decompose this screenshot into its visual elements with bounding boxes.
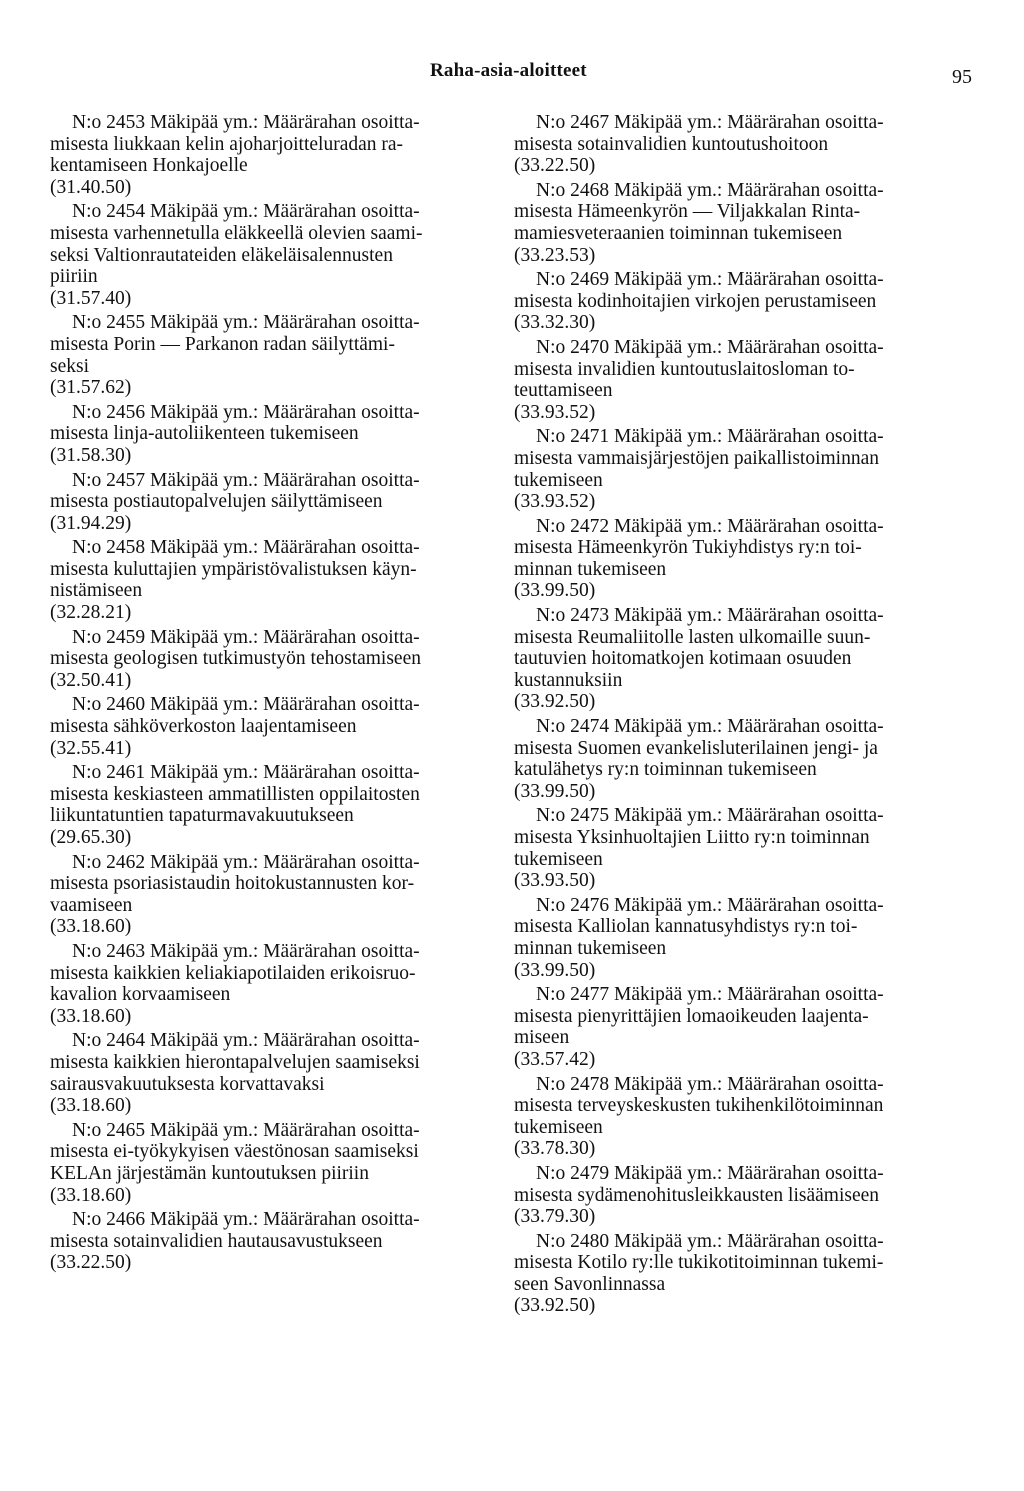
motion-title-line: N:o 2472 Mäkipää ym.: Määrärahan osoitta- — [536, 515, 884, 537]
motion-entry — [50, 112, 500, 198]
motion-entry — [50, 201, 500, 309]
motion-title-line: N:o 2464 Mäkipää ym.: Määrärahan osoitta- — [72, 1030, 420, 1052]
motion-entry — [514, 1074, 966, 1160]
budget-code: (33.23.53) — [514, 244, 596, 266]
motion-entry — [514, 895, 966, 981]
motion-text-line: misesta pienyrittäjien lomaoikeuden laajenta- — [514, 1005, 869, 1027]
motion-title-line: N:o 2477 Mäkipää ym.: Määrärahan osoitta- — [536, 984, 884, 1006]
budget-code: (33.92.50) — [514, 691, 596, 713]
running-title: Raha-asia-aloitteet — [430, 60, 587, 81]
motion-entry — [50, 627, 500, 692]
motion-text-line: tukemiseen — [514, 1116, 603, 1138]
budget-code: (31.57.40) — [50, 287, 132, 309]
budget-code: (33.18.60) — [50, 1095, 132, 1117]
motion-text-line: misesta ei-työkykyisen väestönosan saamiseksi — [50, 1141, 419, 1163]
motion-title-line: N:o 2459 Mäkipää ym.: Määrärahan osoitta- — [72, 626, 420, 648]
motion-title-line: N:o 2469 Mäkipää ym.: Määrärahan osoitta- — [536, 269, 884, 291]
motion-title-line: N:o 2461 Mäkipää ym.: Määrärahan osoitta- — [72, 762, 420, 784]
motion-text-line: misesta sotainvalidien hautausavustukseen — [50, 1230, 383, 1252]
motion-text-line: misesta kaikkien keliakiapotilaiden erikoisruo- — [50, 962, 416, 984]
motion-text-line: miseen — [514, 1027, 570, 1049]
motion-text-line: vaamiseen — [50, 894, 133, 916]
motion-text-line: misesta linja-autoliikenteen tukemiseen — [50, 423, 359, 445]
motion-text-line: misesta kaikkien hierontapalvelujen saamiseksi — [50, 1051, 420, 1073]
motion-entry — [50, 1120, 500, 1206]
motion-text-line: tukemiseen — [514, 848, 603, 870]
motion-text-line: misesta Hämeenkyrön Tukiyhdistys ry:n toi- — [514, 537, 862, 559]
budget-code: (31.58.30) — [50, 444, 132, 466]
motion-entry — [514, 516, 966, 602]
motion-text-line: misesta psoriasistaudin hoitokustannusten kor- — [50, 873, 415, 895]
motion-text-line: minnan tukemiseen — [514, 558, 667, 580]
motion-entry — [514, 605, 966, 713]
motion-entry — [514, 180, 966, 266]
budget-code: (33.93.52) — [514, 491, 596, 513]
motion-text-line: misesta sydämenohitusleikkausten lisäämiseen — [514, 1184, 880, 1206]
motion-entry — [514, 716, 966, 802]
budget-code: (33.18.60) — [50, 1184, 132, 1206]
budget-code: (33.92.50) — [514, 1295, 596, 1317]
budget-code: (33.99.50) — [514, 959, 596, 981]
budget-code: (33.22.50) — [50, 1252, 132, 1274]
motion-entry — [50, 1209, 500, 1274]
motion-text-line: katulähetys ry:n toiminnan tukemiseen — [514, 759, 817, 781]
motion-text-line: misesta kuluttajien ympäristövalistuksen käyn- — [50, 558, 417, 580]
motion-title-line: N:o 2474 Mäkipää ym.: Määrärahan osoitta- — [536, 716, 884, 738]
motion-text-line: misesta Hämeenkyrön — Viljakkalan Rinta- — [514, 201, 861, 223]
motion-entry — [514, 269, 966, 334]
motion-title-line: N:o 2458 Mäkipää ym.: Määrärahan osoitta- — [72, 537, 420, 559]
motion-title-line: N:o 2456 Mäkipää ym.: Määrärahan osoitta- — [72, 401, 420, 423]
motion-title-line: N:o 2463 Mäkipää ym.: Määrärahan osoitta- — [72, 940, 420, 962]
motion-text-line: seksi Valtionrautateiden eläkeläisalennusten — [50, 244, 393, 266]
motion-entry — [50, 1030, 500, 1116]
budget-code: (33.18.60) — [50, 916, 132, 938]
motion-entry — [514, 337, 966, 423]
motion-title-line: N:o 2462 Mäkipää ym.: Määrärahan osoitta- — [72, 851, 420, 873]
motion-title-line: N:o 2468 Mäkipää ym.: Määrärahan osoitta- — [536, 179, 884, 201]
motion-title-line: N:o 2480 Mäkipää ym.: Määrärahan osoitta- — [536, 1230, 884, 1252]
budget-code: (33.93.52) — [514, 401, 596, 423]
motion-entry — [50, 402, 500, 467]
budget-code: (31.94.29) — [50, 512, 132, 534]
motion-entry — [50, 694, 500, 759]
budget-code: (32.55.41) — [50, 737, 132, 759]
motion-title-line: N:o 2457 Mäkipää ym.: Määrärahan osoitta- — [72, 469, 420, 491]
motion-entry — [50, 537, 500, 623]
motion-entry — [50, 470, 500, 535]
motion-title-line: N:o 2479 Mäkipää ym.: Määrärahan osoitta- — [536, 1162, 884, 1184]
budget-code: (33.32.30) — [514, 312, 596, 334]
motion-title-line: N:o 2460 Mäkipää ym.: Määrärahan osoitta- — [72, 694, 420, 716]
motion-text-line: misesta Yksinhuoltajien Liitto ry:n toiminnan — [514, 827, 870, 848]
motion-title-line: N:o 2471 Mäkipää ym.: Määrärahan osoitta- — [536, 426, 884, 448]
motion-title-line: N:o 2454 Mäkipää ym.: Määrärahan osoitta- — [72, 201, 420, 223]
motion-text-line: misesta geologisen tutkimustyön tehostamiseen — [50, 648, 421, 670]
motion-title-line: N:o 2465 Mäkipää ym.: Määrärahan osoitta- — [72, 1119, 420, 1141]
motion-text-line: seksi — [50, 355, 89, 377]
motion-title-line: N:o 2453 Mäkipää ym.: Määrärahan osoitta- — [72, 112, 420, 133]
budget-code: (32.28.21) — [50, 602, 132, 624]
motion-text-line: nistämiseen — [50, 580, 143, 602]
motion-text-line: misesta vammaisjärjestöjen paikallistoiminnan — [514, 447, 880, 469]
motion-text-line: seen Savonlinnassa — [514, 1273, 666, 1295]
motion-entry — [50, 762, 500, 848]
budget-code: (29.65.30) — [50, 827, 132, 848]
motion-title-line: N:o 2475 Mäkipää ym.: Määrärahan osoitta- — [536, 805, 884, 827]
motion-text-line: sairausvakuutuksesta korvattavaksi — [50, 1073, 325, 1095]
motion-text-line: misesta terveyskeskusten tukihenkilötoiminnan — [514, 1095, 884, 1117]
right-column — [514, 112, 966, 1320]
motion-title-line: N:o 2476 Mäkipää ym.: Määrärahan osoitta- — [536, 894, 884, 916]
motion-entry — [50, 312, 500, 398]
motion-text-line: piiriin — [50, 266, 98, 288]
motion-text-line: misesta varhennetulla eläkkeellä olevien saami- — [50, 222, 423, 244]
motion-text-line: misesta invalidien kuntoutuslaitosloman to- — [514, 358, 855, 380]
motion-text-line: misesta kodinhoitajien virkojen perustamiseen — [514, 290, 877, 312]
page-number: 95 — [952, 66, 972, 88]
motion-text-line: liikuntatuntien tapaturmavakuutukseen — [50, 805, 354, 827]
motion-text-line: misesta Suomen evankelisluterilainen jengi- ja — [514, 737, 878, 759]
motion-entry — [514, 1231, 966, 1317]
motion-text-line: misesta sähköverkoston laajentamiseen — [50, 716, 357, 738]
budget-code: (32.50.41) — [50, 669, 132, 691]
budget-code: (33.22.50) — [514, 155, 596, 177]
budget-code: (33.18.60) — [50, 1005, 132, 1027]
budget-code: (33.99.50) — [514, 780, 596, 802]
motion-text-line: misesta liukkaan kelin ajoharjoitteluradan ra- — [50, 133, 404, 155]
motion-text-line: KELAn järjestämän kuntoutuksen piiriin — [50, 1162, 369, 1184]
motion-text-line: kavalion korvaamiseen — [50, 984, 231, 1006]
motion-text-line: misesta Porin — Parkanon radan säilyttämi- — [50, 333, 395, 355]
budget-code: (33.93.50) — [514, 870, 596, 892]
motion-text-line: mamiesveteraanien toiminnan tukemiseen — [514, 222, 843, 244]
motion-text-line: misesta postiautopalvelujen säilyttämiseen — [50, 491, 383, 513]
motion-text-line: kustannuksiin — [514, 669, 623, 691]
motion-text-line: teuttamiseen — [514, 380, 613, 402]
budget-code: (33.57.42) — [514, 1048, 596, 1070]
motion-title-line: N:o 2473 Mäkipää ym.: Määrärahan osoitta- — [536, 605, 884, 627]
budget-code: (31.40.50) — [50, 176, 132, 198]
budget-code: (33.79.30) — [514, 1206, 596, 1228]
motion-text-line: minnan tukemiseen — [514, 937, 667, 959]
motion-text-line: misesta Reumaliitolle lasten ulkomaille suun- — [514, 626, 871, 648]
motion-entry — [50, 852, 500, 938]
motion-title-line: N:o 2478 Mäkipää ym.: Määrärahan osoitta- — [536, 1073, 884, 1095]
motion-entry — [514, 805, 966, 891]
motion-text-line: kentamiseen Honkajoelle — [50, 155, 248, 177]
motion-entry — [514, 984, 966, 1070]
budget-code: (31.57.62) — [50, 377, 132, 399]
motion-text-line: misesta Kalliolan kannatusyhdistys ry:n toi- — [514, 916, 858, 938]
motion-text-line: tautuvien hoitomatkojen kotimaan osuuden — [514, 648, 852, 670]
budget-code: (33.99.50) — [514, 580, 596, 602]
motion-entry — [50, 941, 500, 1027]
left-column — [50, 112, 500, 1277]
motion-entry — [514, 426, 966, 512]
page-header — [0, 56, 1024, 96]
motion-title-line: N:o 2467 Mäkipää ym.: Määrärahan osoitta- — [536, 112, 884, 133]
motion-text-line: tukemiseen — [514, 469, 603, 491]
motion-title-line: N:o 2466 Mäkipää ym.: Määrärahan osoitta- — [72, 1209, 420, 1231]
motion-title-line: N:o 2455 Mäkipää ym.: Määrärahan osoitta- — [72, 312, 420, 334]
motion-text-line: misesta Kotilo ry:lle tukikotitoiminnan tukemi- — [514, 1252, 884, 1274]
motion-title-line: N:o 2470 Mäkipää ym.: Määrärahan osoitta- — [536, 336, 884, 358]
motion-text-line: misesta sotainvalidien kuntoutushoitoon — [514, 133, 829, 155]
budget-code: (33.78.30) — [514, 1138, 596, 1160]
motion-entry — [514, 112, 966, 177]
motion-text-line: misesta keskiasteen ammatillisten oppilaitosten — [50, 783, 420, 805]
motion-entry — [514, 1163, 966, 1228]
